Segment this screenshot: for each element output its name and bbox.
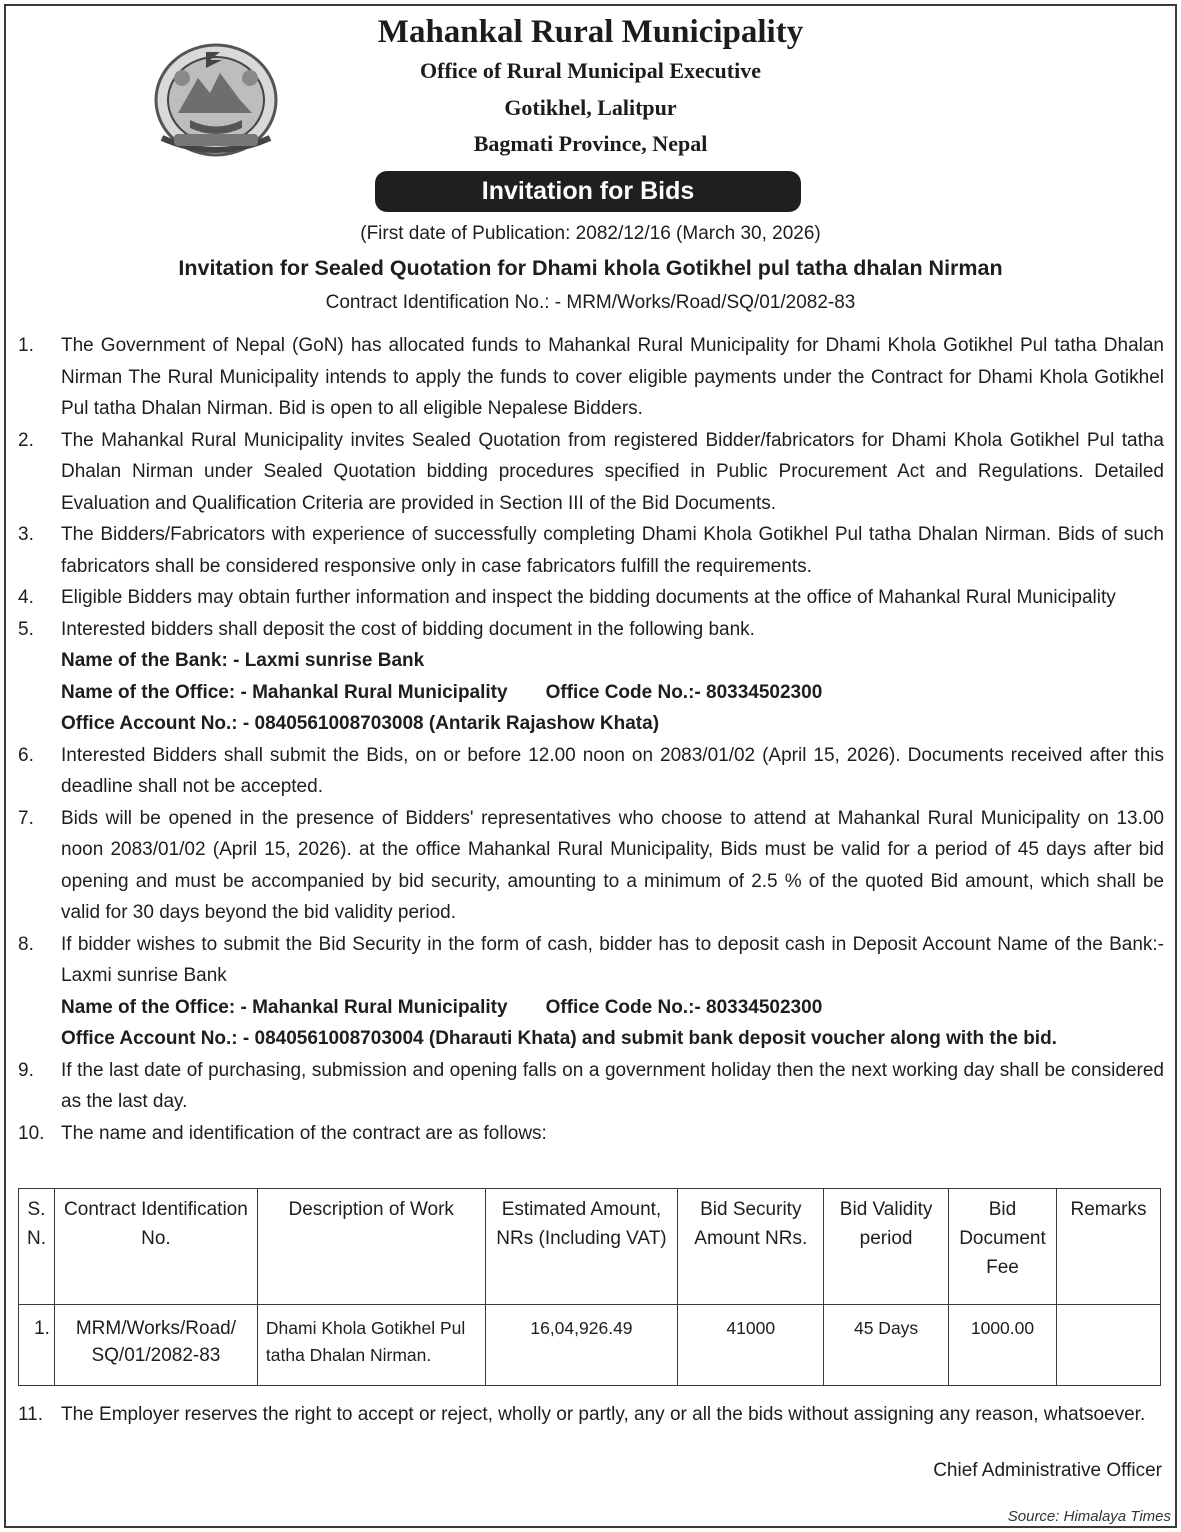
contract-table [18, 1188, 1161, 1386]
column-header: Description of Work [257, 1189, 485, 1305]
clause-7 [18, 803, 1164, 929]
contract-id-line: Contract Identification No.: - MRM/Works/Road/SQ/01/2082-83 [325, 292, 856, 313]
clause-text: The Government of Nepal (GoN) has allocated funds to Mahankal Rural Municipality for Dhami Khola Gotikhel Pul tatha Dhalan Nirman The Rural Municipality intends to apply the funds to cover eligible payments under the Contract for Dhami Khola Gotikhel Pul tatha Dhalan Nirman. Bid is open to all eligible Nepalese Bidders. [61, 335, 1164, 419]
office-code: Office Code No.:- 80334502300 [545, 681, 823, 703]
cell-sn: 1. [19, 1305, 55, 1386]
notice-title-banner: Invitation for Bids [375, 171, 801, 212]
clause-5 [18, 614, 1164, 740]
clause-number: 8. [18, 933, 34, 955]
clause-8 [18, 929, 1164, 1055]
office-province: Bagmati Province, Nepal [473, 131, 708, 156]
org-name: Mahankal Rural Municipality [377, 14, 804, 50]
cell-contract-id: MRM/Works/Road/ SQ/01/2082-83 [54, 1305, 257, 1386]
cell-validity: 45 Days [824, 1305, 949, 1386]
clause-10 [18, 1118, 1164, 1150]
clause-list [18, 330, 1164, 1149]
column-header: Bid Security Amount NRs. [678, 1189, 824, 1305]
cell-estimated-amount: 16,04,926.49 [485, 1305, 678, 1386]
clause-text: If bidder wishes to submit the Bid Security in the form of cash, bidder has to deposit cash in Deposit Account Name of the Bank:-Laxmi sunrise Bank [61, 933, 1164, 986]
clause-number: 6. [18, 744, 34, 766]
office-account: Office Account No.: - 0840561008703008 (Antarik Rajashow Khata) [61, 713, 660, 734]
clause-number: 10. [18, 1122, 45, 1144]
clause-text: Bids will be opened in the presence of Bidders' representatives who choose to attend at Mahankal Rural Municipality on 13.00 noon 2083/01/02 (April 15, 2026). at the office Mahankal Rural Municipality, Bids must be valid for a period of 45 days after bid opening and must be accompanied by bid security, amounting to a minimum of 2.5 % of the quoted Bid amount, which shall be valid for 30 days beyond the bid validity period. [61, 807, 1164, 923]
clause-number: 11. [18, 1404, 44, 1425]
clause-9 [18, 1055, 1164, 1118]
cell-description: Dhami Khola Gotikhel Pul tatha Dhalan Nirman. [257, 1305, 485, 1386]
clause-text: Interested bidders shall deposit the cost of bidding document in the following bank. [61, 618, 755, 640]
clause-number: 1. [18, 335, 34, 356]
clause-2 [18, 425, 1164, 520]
clause-1 [18, 330, 1164, 425]
office-code-line [61, 992, 1164, 1024]
clause-number: 3. [18, 524, 34, 545]
cell-doc-fee: 1000.00 [949, 1305, 1057, 1386]
office-account: Office Account No.: - 0840561008703004 (Dharauti Khata) and submit bank deposit voucher along with the bid. [61, 1028, 1057, 1049]
column-header: S. N. [19, 1189, 55, 1305]
clause-11 [18, 1399, 1164, 1431]
office-name: Office of Rural Municipal Executive [420, 58, 761, 83]
signatory: Chief Administrative Officer [933, 1460, 1162, 1481]
clause-text: If the last date of purchasing, submission and opening falls on a government holiday then the next working day shall be considered as the last day. [61, 1059, 1164, 1112]
office-name-label: Name of the Office: - Mahankal Rural Municipality [61, 996, 508, 1018]
table-header-row [19, 1189, 1161, 1305]
clause-text: Eligible Bidders may obtain further information and inspect the bidding documents at the office of Mahankal Rural Municipality [61, 587, 1116, 608]
clause-text: The name and identification of the contract are as follows: [61, 1122, 547, 1144]
clause-text: The Employer reserves the right to accept or reject, wholly or partly, any or all the bids without assigning any reason, whatsoever. [61, 1404, 1146, 1425]
clause-number: 9. [18, 1059, 34, 1081]
clause-text: Interested Bidders shall submit the Bids, on or before 12.00 noon on 2083/01/02 (April 15, 2026). Documents received after this deadline shall not be accepted. [61, 744, 1164, 797]
office-code-line [61, 677, 1164, 709]
table-row [19, 1305, 1161, 1386]
column-header: Estimated Amount, NRs (Including VAT) [485, 1189, 678, 1305]
clause-number: 2. [18, 429, 34, 451]
cell-remarks [1056, 1305, 1160, 1386]
clause-4 [18, 582, 1164, 614]
office-location: Gotikhel, Lalitpur [504, 95, 677, 120]
office-code: Office Code No.:- 80334502300 [545, 996, 823, 1018]
column-header: Remarks [1056, 1189, 1160, 1305]
clause-text: The Bidders/Fabricators with experience of successfully completing Dhami Khola Gotikhel Pul tatha Dhalan Nirman. Bids of such fabricators shall be considered responsive only in case fabricators fulfill the requirements. [61, 524, 1164, 577]
clause-number: 4. [18, 587, 34, 608]
column-header: Bid Document Fee [949, 1189, 1057, 1305]
clause-3 [18, 519, 1164, 582]
cell-bid-security: 41000 [678, 1305, 824, 1386]
source-credit: Source: Himalaya Times [1007, 1508, 1171, 1525]
office-name-label: Name of the Office: - Mahankal Rural Municipality [61, 681, 508, 703]
clause-number: 5. [18, 618, 34, 640]
clause-6 [18, 740, 1164, 803]
column-header: Contract Identification No. [54, 1189, 257, 1305]
publication-date: (First date of Publication: 2082/12/16 (March 30, 2026) [360, 223, 821, 244]
bank-name: Name of the Bank: - Laxmi sunrise Bank [61, 650, 425, 671]
column-header: Bid Validity period [824, 1189, 949, 1305]
clause-number: 7. [18, 807, 34, 829]
notice-subject: Invitation for Sealed Quotation for Dhami khola Gotikhel pul tatha dhalan Nirman [178, 256, 1003, 280]
clause-text: The Mahankal Rural Municipality invites Sealed Quotation from registered Bidder/fabricators for Dhami Khola Gotikhel Pul tatha Dhalan Nirman under Sealed Quotation bidding procedures specified in Public Procurement Act and Regulations. Detailed Evaluation and Qualification Criteria are provided in Section III of the Bid Documents. [61, 429, 1164, 514]
